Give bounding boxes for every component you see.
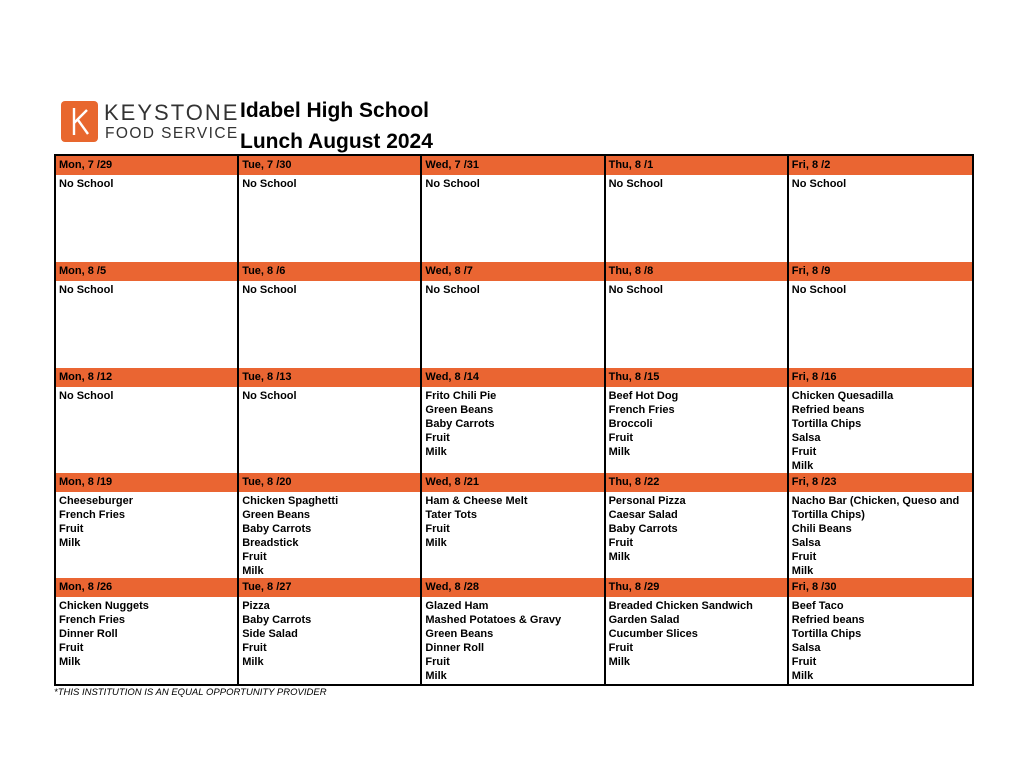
menu-item: Milk — [791, 460, 814, 472]
day-header: Fri, 8 /23 — [789, 473, 972, 492]
day-cell — [606, 473, 789, 578]
day-cell — [606, 578, 789, 684]
menu-item: No School — [791, 178, 847, 190]
menu-item: Fruit — [791, 446, 817, 458]
menu-item: Green Beans — [242, 509, 311, 521]
keystone-k-icon — [61, 101, 98, 142]
menu-item: No School — [425, 178, 480, 190]
logo-text-food-service: FOOD SERVICE — [105, 125, 239, 142]
day-menu — [789, 492, 972, 578]
menu-item: Baby Carrots — [242, 614, 312, 626]
lunch-calendar — [54, 154, 974, 686]
day-header: Wed, 8 /28 — [422, 578, 603, 597]
day-cell — [606, 262, 789, 368]
day-menu — [56, 175, 237, 262]
day-menu — [239, 281, 420, 368]
day-header: Fri, 8 /2 — [789, 156, 972, 175]
menu-item: Milk — [242, 565, 264, 577]
day-header: Tue, 8 /20 — [239, 473, 420, 492]
day-cell — [789, 578, 972, 684]
menu-item: No School — [791, 284, 847, 296]
day-menu — [422, 281, 603, 368]
day-header: Tue, 8 /13 — [239, 368, 420, 387]
menu-item: Fruit — [608, 432, 634, 444]
menu-item: Tortilla Chips — [791, 628, 862, 640]
menu-item: Fruit — [59, 642, 84, 654]
day-cell — [239, 368, 422, 473]
menu-item: Breadstick — [242, 537, 299, 549]
menu-item: Side Salad — [242, 628, 298, 640]
menu-item: Mashed Potatoes & Gravy — [425, 614, 562, 626]
day-cell — [422, 262, 605, 368]
day-header: Thu, 8 /29 — [606, 578, 787, 597]
menu-item: No School — [59, 284, 114, 296]
menu-item: Milk — [791, 670, 814, 682]
menu-item: No School — [242, 284, 297, 296]
day-cell — [239, 262, 422, 368]
menu-item: Salsa — [791, 432, 821, 444]
day-menu — [789, 175, 972, 262]
day-cell — [56, 368, 239, 473]
menu-item: Chicken Nuggets — [59, 600, 149, 612]
menu-item: Baby Carrots — [608, 523, 678, 535]
day-header: Thu, 8 /8 — [606, 262, 787, 281]
day-cell — [422, 473, 605, 578]
day-menu — [56, 281, 237, 368]
day-menu — [239, 175, 420, 262]
menu-item: Refried beans — [791, 404, 865, 416]
day-menu — [789, 281, 972, 368]
menu-item: Fruit — [791, 656, 817, 668]
day-cell — [789, 473, 972, 578]
day-cell — [422, 578, 605, 684]
menu-item: Fruit — [59, 523, 84, 535]
day-cell — [239, 578, 422, 684]
menu-item: Cucumber Slices — [608, 628, 698, 640]
day-cell — [606, 368, 789, 473]
menu-item: Fruit — [608, 537, 634, 549]
equal-opportunity-notice: *THIS INSTITUTION IS AN EQUAL OPPORTUNITY PROVIDER — [54, 687, 327, 698]
day-cell — [606, 156, 789, 262]
logo-text-keystone: KEYSTONE — [104, 100, 240, 125]
day-header: Wed, 8 /7 — [422, 262, 603, 281]
menu-item: Beef Taco — [791, 600, 844, 612]
day-menu — [239, 597, 420, 684]
menu-item: Fruit — [425, 656, 450, 668]
day-menu — [422, 597, 603, 684]
menu-item: Fruit — [425, 432, 450, 444]
menu-item: Salsa — [791, 642, 821, 654]
day-header: Mon, 8 /19 — [56, 473, 237, 492]
menu-item: Refried beans — [791, 614, 865, 626]
menu-item: Baby Carrots — [242, 523, 312, 535]
menu-item: Frito Chili Pie — [425, 390, 497, 402]
day-header: Thu, 8 /22 — [606, 473, 787, 492]
day-header: Fri, 8 /9 — [789, 262, 972, 281]
day-header: Tue, 8 /27 — [239, 578, 420, 597]
page-title — [240, 95, 433, 157]
day-header: Mon, 8 /26 — [56, 578, 237, 597]
menu-item: Beef Hot Dog — [608, 390, 679, 402]
menu-item: Milk — [425, 670, 447, 682]
day-menu — [422, 175, 603, 262]
keystone-logo — [61, 100, 240, 143]
menu-item: Personal Pizza — [608, 495, 686, 507]
menu-item: Milk — [608, 656, 630, 668]
day-header: Fri, 8 /30 — [789, 578, 972, 597]
day-header: Wed, 8 /21 — [422, 473, 603, 492]
day-menu — [239, 492, 420, 578]
day-menu — [789, 597, 972, 684]
day-header: Mon, 8 /12 — [56, 368, 237, 387]
menu-item: Ham & Cheese Melt — [425, 495, 528, 507]
day-cell — [56, 156, 239, 262]
menu-item: Fruit — [242, 642, 267, 654]
school-name: Idabel High School — [240, 99, 430, 122]
day-cell — [239, 156, 422, 262]
menu-item: Salsa — [791, 537, 821, 549]
day-cell — [239, 473, 422, 578]
menu-item: Chili Beans — [791, 523, 852, 535]
menu-item: Cheeseburger — [59, 495, 133, 507]
day-cell — [789, 156, 972, 262]
menu-item: Dinner Roll — [425, 642, 485, 654]
day-menu — [789, 387, 972, 473]
menu-item: Garden Salad — [608, 614, 680, 626]
day-menu — [56, 492, 237, 578]
day-cell — [56, 578, 239, 684]
menu-month-title: Lunch August 2024 — [240, 130, 433, 153]
menu-item: No School — [608, 178, 663, 190]
day-menu — [606, 175, 787, 262]
day-header: Wed, 7 /31 — [422, 156, 603, 175]
menu-item: Pizza — [242, 600, 270, 612]
day-header: Tue, 7 /30 — [239, 156, 420, 175]
menu-item: Tortilla Chips — [791, 418, 862, 430]
day-header: Thu, 8 /1 — [606, 156, 787, 175]
menu-item: No School — [242, 390, 297, 402]
menu-item: French Fries — [59, 509, 126, 521]
day-menu — [56, 387, 237, 473]
day-header: Mon, 8 /5 — [56, 262, 237, 281]
menu-item: French Fries — [59, 614, 126, 626]
menu-item: Fruit — [242, 551, 267, 563]
menu-item: Milk — [59, 656, 81, 668]
menu-item: Chicken Spaghetti — [242, 495, 339, 507]
menu-item: No School — [59, 390, 114, 402]
menu-item: Breaded Chicken Sandwich — [608, 600, 753, 612]
day-cell — [56, 262, 239, 368]
day-menu — [606, 281, 787, 368]
menu-item: Green Beans — [425, 404, 494, 416]
menu-item: Nacho Bar (Chicken, Queso and Tortilla Chips) — [791, 495, 960, 521]
day-header: Wed, 8 /14 — [422, 368, 603, 387]
menu-item: Fruit — [608, 642, 634, 654]
menu-item: Tater Tots — [425, 509, 477, 521]
menu-item: Dinner Roll — [59, 628, 118, 640]
day-menu — [606, 597, 787, 684]
menu-item: No School — [59, 178, 114, 190]
menu-item: Fruit — [425, 523, 450, 535]
day-cell — [789, 368, 972, 473]
day-cell — [56, 473, 239, 578]
day-menu — [56, 597, 237, 684]
menu-item: Milk — [425, 446, 447, 458]
day-menu — [606, 387, 787, 473]
menu-item: Fruit — [791, 551, 817, 563]
day-header: Thu, 8 /15 — [606, 368, 787, 387]
day-cell — [422, 156, 605, 262]
menu-item: Milk — [791, 565, 814, 577]
menu-item: No School — [608, 284, 663, 296]
menu-item: Milk — [425, 537, 447, 549]
day-header: Tue, 8 /6 — [239, 262, 420, 281]
menu-item: Milk — [242, 656, 264, 668]
menu-item: Green Beans — [425, 628, 494, 640]
day-header: Fri, 8 /16 — [789, 368, 972, 387]
menu-item: Baby Carrots — [425, 418, 495, 430]
day-header: Mon, 7 /29 — [56, 156, 237, 175]
day-menu — [606, 492, 787, 578]
menu-item: Caesar Salad — [608, 509, 678, 521]
menu-item: Broccoli — [608, 418, 653, 430]
day-menu — [422, 492, 603, 578]
day-menu — [239, 387, 420, 473]
menu-item: French Fries — [608, 404, 675, 416]
menu-item: Milk — [608, 551, 630, 563]
menu-item: Glazed Ham — [425, 600, 489, 612]
day-cell — [422, 368, 605, 473]
menu-item: Chicken Quesadilla — [791, 390, 894, 402]
menu-item: Milk — [59, 537, 81, 549]
day-cell — [789, 262, 972, 368]
day-menu — [422, 387, 603, 473]
menu-item: No School — [425, 284, 480, 296]
menu-item: No School — [242, 178, 297, 190]
menu-item: Milk — [608, 446, 630, 458]
